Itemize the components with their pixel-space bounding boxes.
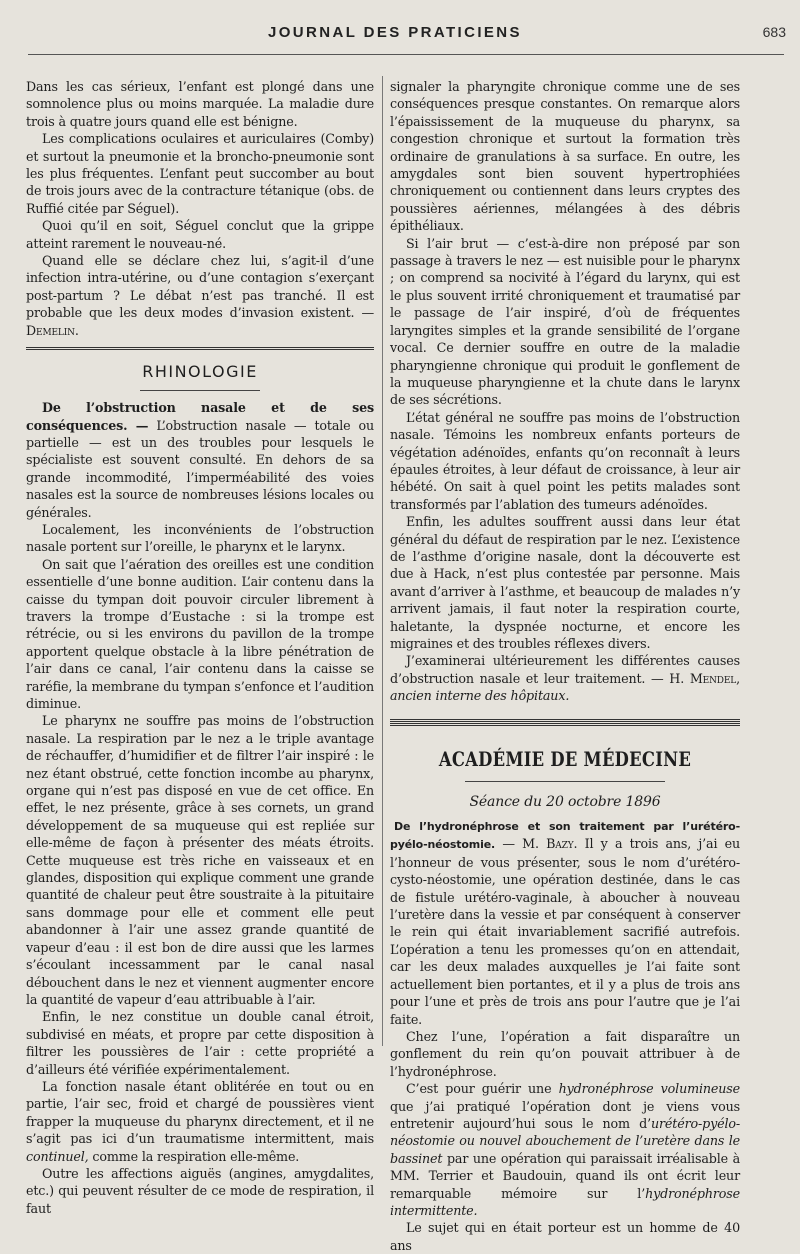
paragraph bbox=[390, 652, 740, 704]
paragraph: Localement, les inconvénients de l’obstruction nasale portent sur l’oreille, le pharynx et le larynx. bbox=[26, 521, 374, 555]
paragraph: Enfin, le nez constitue un double canal étroit, subdivisé en méats, et propre par cette disposition à filtrer les poussières de l’air : cette propriété a d’ailleurs été vérifiée expérimentalement. bbox=[26, 1009, 374, 1077]
paragraph: Dans les cas sérieux, l’enfant est plongé dans une somnolence plus ou moins marquée. La maladie dure trois à quatre jours quand elle est bénigne. bbox=[26, 79, 374, 129]
author-name: Mendel, bbox=[689, 670, 740, 686]
paragraph-text: comme la respiration elle-même. bbox=[92, 1148, 300, 1164]
author-name: Demelin. bbox=[26, 322, 79, 338]
column-separator bbox=[382, 76, 383, 1046]
paragraph-text: — M. bbox=[502, 836, 539, 852]
author-role: ancien interne des hôpitaux. bbox=[390, 688, 570, 704]
paragraph-text: Quand elle se déclare chez lui, s’agit-il d’une infection intra-utérine, ou d’une contagion s’exerçant post-partum ? Le débat n’est pas tranché. Il est probable que les deux modes d’invasion existent. — bbox=[26, 253, 374, 321]
paragraph: L’état général ne souffre pas moins de l’obstruction nasale. Témoins les nombreux enfants porteurs de végétation adénoïdes, enfants qu’on reconnaît à leurs épaules étroites, à leur défaut de croissance, à leur air hébété. On sait à quel point les petits malades sont transformés par l’ablation des tumeurs adénoïdes. bbox=[390, 409, 740, 512]
paragraph-text: que j’ai pratiqué l’opération dont je viens vous entretenir aujourd’hui sous le nom d’ bbox=[390, 1098, 740, 1131]
paragraph: Outre les affections aiguës (angines, amygdalites, etc.) qui peuvent résulter de ce mode de respiration, il faut bbox=[26, 1165, 374, 1216]
emphasis: hydronéphrose intermittente. bbox=[390, 1185, 740, 1218]
section-title-rhinologie: RHINOLOGIE bbox=[142, 362, 258, 382]
paragraph: Si l’air brut — c’est-à-dire non préposé par son passage à travers le nez — est nuisible pour le pharynx ; on comprend sa nocivité à l’égard du larynx, qui est le plus souvent irrité chroniquement et traumatisé par le passage de l’air inspiré, d’où de fréquentes laryngites simples et la grande sensibilité de l’organe vocal. Ce dernier souffre en outre de la maladie pharyngienne chronique qui produit le gonflement de la muqueuse pharyngienne et la chute dans le larynx de ses sécrétions. bbox=[390, 235, 740, 408]
header-rule bbox=[28, 54, 784, 55]
session-date: Séance du 20 octobre 1896 bbox=[469, 793, 661, 810]
section-rule bbox=[26, 347, 374, 354]
section-rule bbox=[390, 719, 740, 727]
left-column bbox=[26, 78, 374, 1217]
paragraph-text: par une opération qui paraissait irréalisable à MM. Terrier et Baudouin, quand ils ont écrit leur remarquable mémoire sur l’ bbox=[390, 1150, 740, 1201]
paragraph bbox=[390, 1080, 740, 1219]
right-column bbox=[390, 78, 740, 1254]
paragraph: On sait que l’aération des oreilles est une condition essentielle d’une bonne audition. L’air contenu dans la caisse du tympan doit pouvoir circuler librement à travers la trompe d’Eustache : si la trompe est rétrécie, ou si les environs du pavillon de la trompe apportent quelque obstacle à la libre pénétration de l’air dans ce canal, l’air contenu dans la caisse se raréfie, la membrane du tympan s’enfonce et l’audition diminue. bbox=[26, 556, 374, 711]
page-header bbox=[0, 24, 800, 46]
paragraph: Les complications oculaires et auriculaires (Comby) et surtout la pneumonie et la broncho-pneumonie sont les plus fréquentes. L’enfant peut succomber au bout de trois jours avec de la contracture tétanique (obs. de Ruffié citée par Séguel). bbox=[26, 131, 374, 216]
paragraph-text: C’est pour guérir une bbox=[406, 1081, 552, 1097]
paragraph bbox=[26, 399, 374, 521]
emphasis: urétéro-pyélo-néostomie ou nouvel abouchement de l’uretère dans le bassinet bbox=[390, 1115, 740, 1166]
paragraph bbox=[26, 252, 374, 339]
journal-title: JOURNAL DES PRATICIENS bbox=[268, 24, 522, 41]
emphasis: hydronéphrose volumineuse bbox=[558, 1081, 740, 1097]
paragraph-text: Il y a trois ans, j’ai eu l’honneur de vous présenter, sous le nom d’urétéro-cysto-néostomie, une opération destinée, dans le cas de fistule urétéro-vaginale, à aboucher à nouveau l’uretère dans la vessie et par conséquent à conserver le rein qui était invariablement sacrifié autrefois. L’opération a tenu les promesses qu’on en attendait, car les deux malades auxquelles je l’ai faite sont actuellement bien portantes, et il y a plus de trois ans pour l’une et près de trois ans pour l’autre que je l’ai faite. bbox=[390, 836, 740, 1027]
article-title: De l’hydronéphrose et son traitement par l’urétéro-pyélo-néostomie. bbox=[390, 820, 740, 852]
paragraph-text: J’examinerai ultérieurement les différentes causes d’obstruction nasale et leur traitement. — H. bbox=[390, 653, 740, 686]
paragraph: signaler la pharyngite chronique comme une de ses conséquences presque constantes. On remarque alors l’épaississement de la muqueuse du pharynx, sa congestion chronique et surtout la formation très ordinaire de granulations à sa surface. En outre, les amygdales sont bien souvent hypertrophiées chroniquement ou contiennent dans leurs cryptes des poussières aériennes, mélangées à des débris épithéliaux. bbox=[390, 79, 740, 234]
paragraph bbox=[390, 817, 740, 1028]
paragraph: Enfin, les adultes souffrent aussi dans leur état général du défaut de respiration par le nez. L’existence de l’asthme d’origine nasale, dont la découverte est due à Hack, n’est plus contestée par personne. Mais avant d’arriver à l’asthme, et beaucoup de malades n’y arrivent jamais, il faut noter la respiration courte, haletante, la dyspnée nocturne, et encore les migraines et des troubles réflexes divers. bbox=[390, 514, 740, 651]
paragraph: Quoi qu’il en soit, Séguel conclut que la grippe atteint rarement le nouveau-né. bbox=[26, 218, 374, 251]
section-underline bbox=[465, 781, 665, 782]
paragraph: Le sujet qui en était porteur est un homme de 40 ans bbox=[390, 1220, 740, 1253]
paragraph-text: L’obstruction nasale — totale ou partielle — est un des troubles pour lesquels le spécialiste est souvent consulté. En dehors de sa grande incommodité, l’imperméabilité des voies nasales est la source de nombreuses lésions locales ou générales. bbox=[26, 417, 375, 520]
emphasis: continuel, bbox=[26, 1148, 89, 1164]
article-title: De l’obstruction nasale et de ses conséquences. — bbox=[26, 400, 374, 433]
paragraph: Le pharynx ne souffre pas moins de l’obstruction nasale. La respiration par le nez a le triple avantage de réchauffer, d’humidifier et de filtrer l’air inspiré : le nez étant obstrué, cette fonction incombe au pharynx, organe qui n’est pas disposé en vue de cet office. En effet, le nez présente, grâce à ses cornets, un grand développement de sa muqueuse qui est repliée sur elle-même de façon à présenter des méats étroits. Cette muqueuse est très riche en vaisseaux et en glandes, disposition qui explique comment une grande quantité de chaleur peut être soustraite à la pituitaire sans dommage pour elle et comment elle peut abandonner à l’air une assez grande quantité de vapeur d’eau : il est bon de dire aussi que les larmes s’écoulant incessamment par le canal nasal débouchent dans le nez et viennent augmenter encore la quantité de vapeur d’eau attribuable à l’air. bbox=[26, 713, 374, 1007]
paragraph-text: La fonction nasale étant oblitérée en tout ou en partie, l’air sec, froid et chargé de poussières vient frapper la muqueuse du pharynx directement, et il ne s’agit pas ici d’un traumatisme intermittent, mais bbox=[26, 1078, 374, 1147]
author-name: Bazy. bbox=[546, 836, 578, 852]
section-underline bbox=[140, 390, 260, 391]
paragraph bbox=[26, 1078, 374, 1165]
section-title-academie: ACADÉMIE DE MÉDECINE bbox=[438, 746, 692, 771]
paragraph: Chez l’une, l’opération a fait disparaître un gonflement du rein qu’on pouvait attribuer à de l’hydronéphrose. bbox=[390, 1028, 740, 1079]
page-number: 683 bbox=[762, 24, 786, 40]
